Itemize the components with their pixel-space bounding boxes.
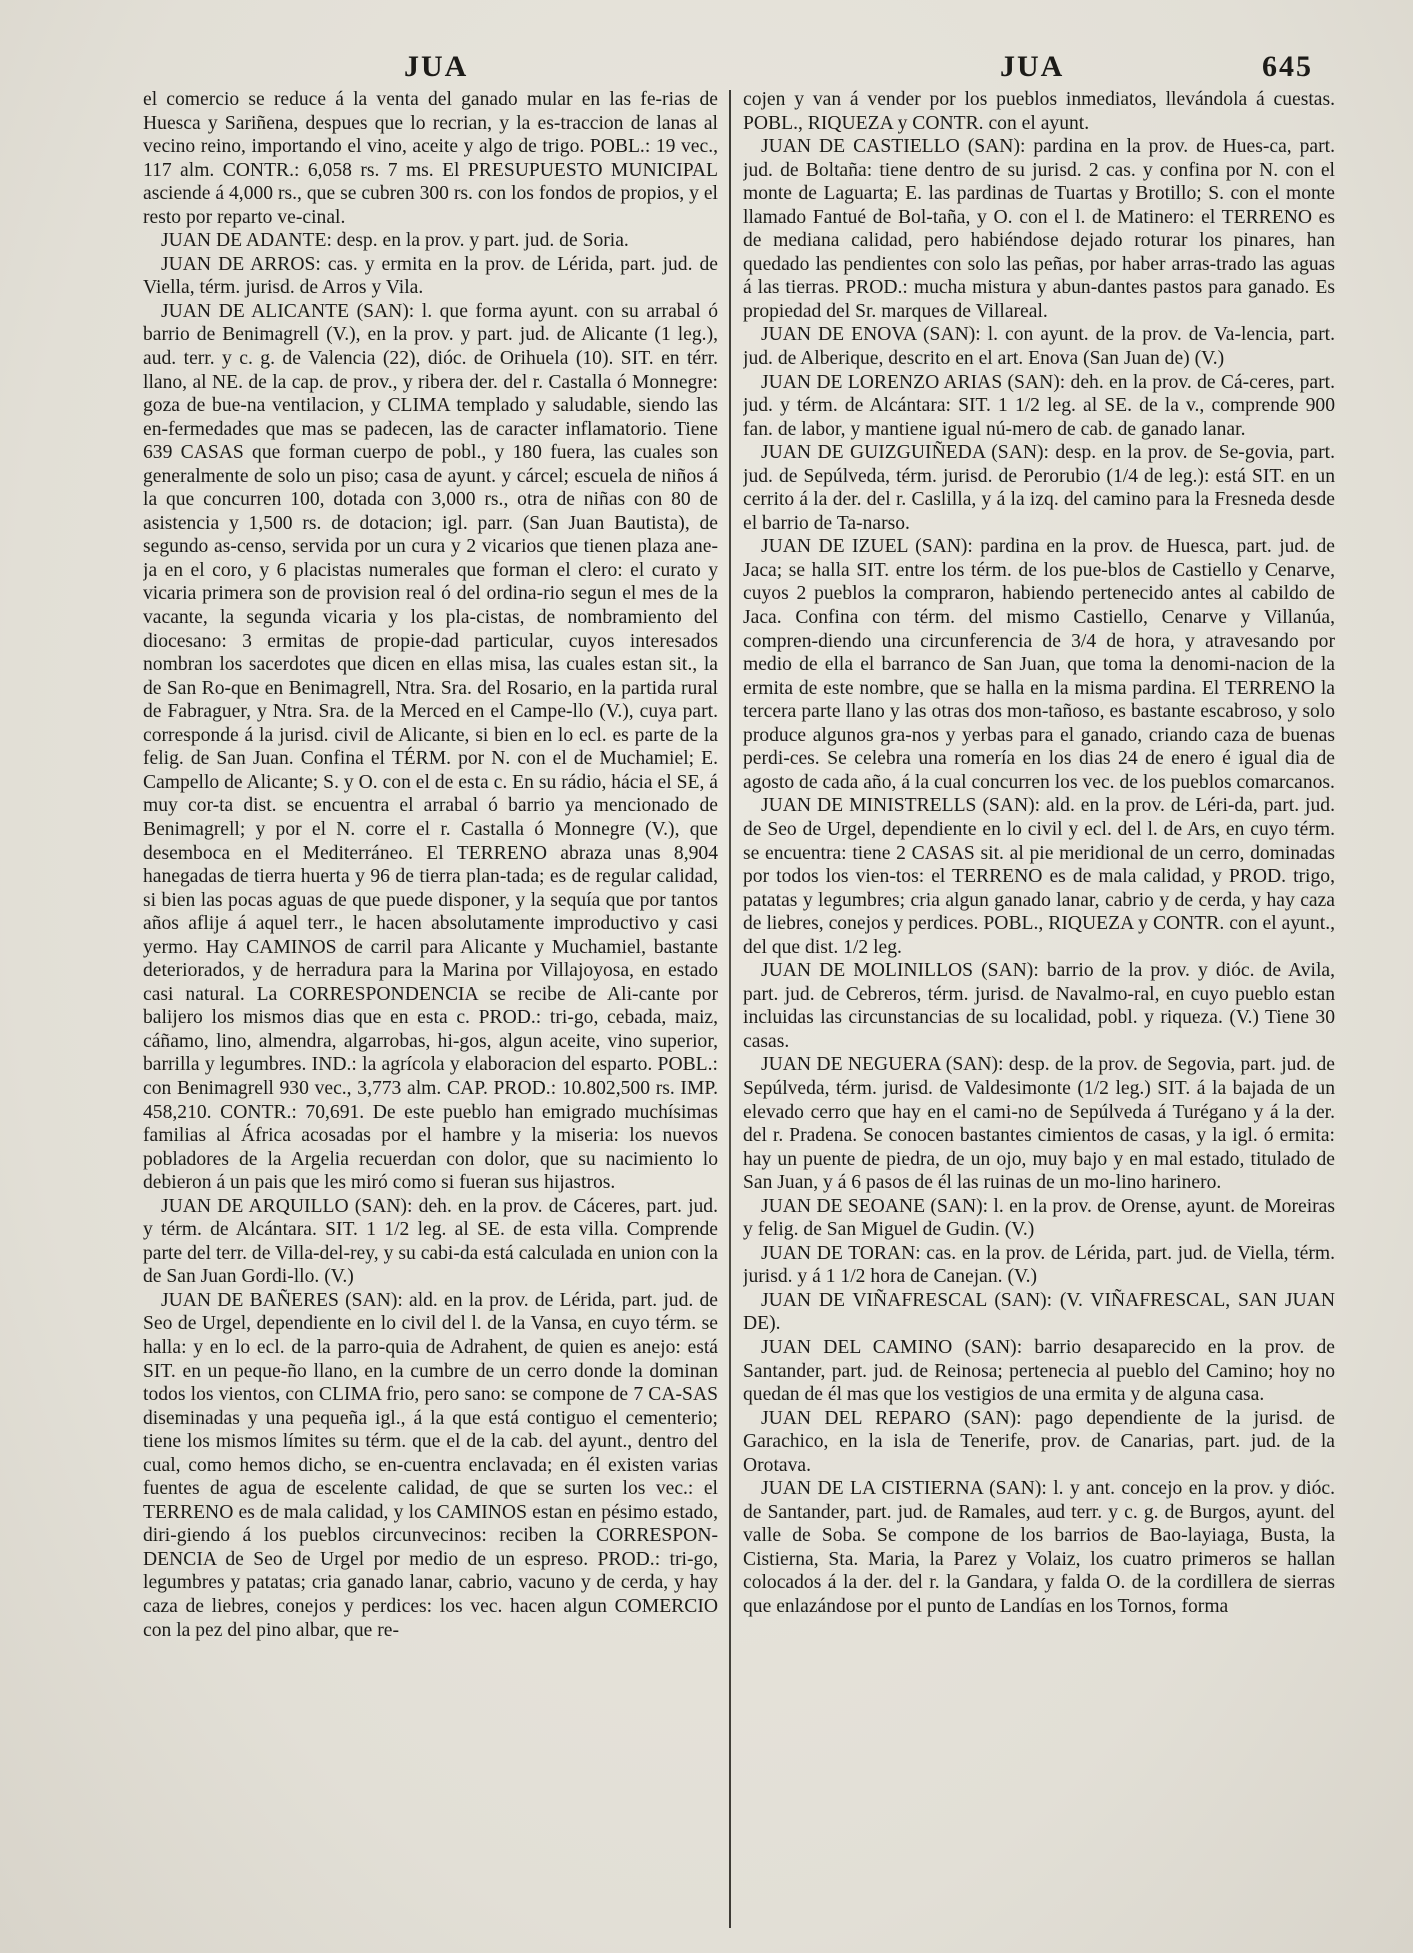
right-text-column bbox=[743, 88, 1335, 1938]
dictionary-entry: JUAN DE TORAN: cas. en la prov. de Lérida, part. jud. de Viella, térm. jurisd. y á 1 1/2 hora de Canejan. (V.) bbox=[743, 1242, 1335, 1288]
column-divider bbox=[729, 90, 731, 1928]
dictionary-entry: JUAN DE MOLINILLOS (SAN): barrio de la prov. y dióc. de Avila, part. jud. de Cebreros, térm. jurisd. de Navalmo-ral, en cuyo pueblo estan incluidas las circunstancias de su localidad, pobl. y riqueza. (V.) Tiene 30 casas. bbox=[743, 960, 1335, 1052]
dictionary-entry: JUAN DE MINISTRELLS (SAN): ald. en la prov. de Léri-da, part. jud. de Seo de Urgel, dependiente en lo civil y ecl. del l. de Ars, en cuyo térm. se encuentra: tiene 2 CASAS sit. al pie meridional de un cerro, dominadas por todos los vien-tos: el TERRENO es de mala calidad, y PROD. trigo, patatas y legumbres; cria algun ganado lanar, cabrio y de cerda, y hay caza de liebres, conejos y perdices. POBL., RIQUEZA y CONTR. con el ayunt., del que dist. 1/2 leg. bbox=[743, 795, 1335, 958]
dictionary-entry: JUAN DE ARQUILLO (SAN): deh. en la prov. de Cáceres, part. jud. y térm. de Alcántara. SIT. 1 1/2 leg. al SE. de esta villa. Comprende parte del terr. de Villa-del-rey, y su cabi-da está calculada en union con la de San Juan Gordi-llo. (V.) bbox=[143, 1195, 718, 1288]
dictionary-entry: JUAN DE GUIZGUIÑEDA (SAN): desp. en la prov. de Se-govia, part. jud. de Sepúlveda, térm. jurisd. de Perorubio (1/4 de leg.): está SIT. en un cerrito á la der. del r. Caslilla, y á la izq. del camino para la Fresneda desde el barrio de Ta-narso. bbox=[743, 442, 1335, 534]
page-number: 645 bbox=[1262, 50, 1313, 83]
left-text-column bbox=[143, 88, 718, 1938]
dictionary-entry: JUAN DE ALICANTE (SAN): l. que forma ayunt. con su arrabal ó barrio de Benimagrell (V.), en la prov. y part. jud. de Alicante (1 leg.), aud. terr. y c. g. de Valencia (22), dióc. de Orihuela (10). SIT. en térr. llano, al NE. de la cap. de prov., y ribera der. del r. Castalla ó Monnegre: goza de bue-na ventilacion, y CLIMA templado y saludable, siendo las en-fermedades que mas se padecen, las de caracter inflamatorio. Tiene 639 CASAS que forman cuerpo de pobl., y 180 fuera, las cuales son generalmente de solo un piso; casa de ayunt. y cárcel; escuela de niños á la que concurren 100, dotada con 3,000 rs., otra de niñas con 80 de asistencia y 1,500 rs. de dotacion; igl. parr. (San Juan Bautista), de segundo as-censo, servida por un cura y 2 vicarios que tienen plaza ane-ja en el coro, y 6 placistas numerales que forman el clero: el curato y vicaria primera son de provision real ó del ordina-rio segun el mes de la vacante, la segunda vicaria y los pla-cistas, de nombramiento del diocesano: 3 ermitas de propie-dad particular, cuyos interesados nombran los sacerdotes que dicen en ellas misa, las cuales estan sit., la de San Ro-que en Benimagrell, Ntra. Sra. del Rosario, en la partida rural de Fabraguer, y Ntra. Sra. de la Merced en el Campe-llo (V.), cuya part. corresponde á la jurisd. civil de Alicante, si bien en lo ecl. es parte de la felig. de San Juan. Confina el TÉRM. por N. con el de Muchamiel; E. Campello de Alicante; S. y O. con el de esta c. En su rádio, hácia el SE, á muy cor-ta dist. se encuentra el arrabal ó barrio ya mencionado de Benimagrell; y por el N. corre el r. Castalla ó Monnegre (V.), que desemboca en el Mediterráneo. El TERRENO abraza unas 8,904 hanegadas de tierra huerta y 96 de tierra plan-tada; es de regular calidad, si bien las pocas aguas de que puede disponer, y la sequía que por tantos años aflije á aquel terr., le hacen absolutamente improductivo y casi yermo. Hay CAMINOS de carril para Alicante y Muchamiel, bastante deteriorados, y de herradura para la Marina por Villajoyosa, en estado casi natural. La CORRESPONDENCIA se recibe de Ali-cante por balijero los mismos dias que en esta c. PROD.: tri-go, cebada, maiz, cáñamo, lino, almendra, algarrobas, hi-gos, algun aceite, vino superior, barrilla y legumbres. IND.: la agrícola y elaboracion del esparto. POBL.: con Benimagrell 930 vec., 3,773 alm. CAP. PROD.: 10.802,500 rs. IMP. 458,210. CONTR.: 70,691. De este pueblo han emigrado muchísimas familias al África acosadas por el hambre y la miseria: los nuevos pobladores de la Argelia recuerdan con dolor, que su nacimiento lo debieron á un pais que les miró como si fueran sus hijastros. bbox=[143, 300, 718, 1194]
dictionary-entry: JUAN DE ARROS: cas. y ermita en la prov. de Lérida, part. jud. de Viella, térm. jurisd. de Arros y Vila. bbox=[143, 253, 718, 299]
dictionary-entry: JUAN DEL REPARO (SAN): pago dependiente de la jurisd. de Garachico, en la isla de Tenerife, prov. de Canarias, part. jud. de la Orotava. bbox=[743, 1407, 1335, 1476]
dictionary-entry: JUAN DE LA CISTIERNA (SAN): l. y ant. concejo en la prov. y dióc. de Santander, part. jud. de Ramales, aud terr. y c. g. de Burgos, ayunt. del valle de Soba. Se compone de los barrios de Bao-layiaga, Busta, la Cistierna, Sta. Maria, la Parez y Volaiz, los cuatro primeros se hallan colocados á la der. del r. la Gandara, y falda O. de la cordillera de sierras que enlazándose por el punto de Landías en los Tornos, forma bbox=[743, 1478, 1335, 1617]
dictionary-entry: JUAN DE CASTIELLO (SAN): pardina en la prov. de Hues-ca, part. jud. de Boltaña: tiene dentro de su jurisd. 2 cas. y confina por N. con el monte de Laguarta; E. las pardinas de Tuartas y Brotillo; S. con el monte llamado Fantué de Bol-taña, y O. con el l. de Matinero: el TERRENO es de mediana calidad, pero habiéndose dejado roturar los pinares, han quedado las pendientes con solo las peñas, por haber arras-trado las aguas á las tierras. PROD.: mucha mistura y abun-dantes pastos para ganado. Es propiedad del Sr. marques de Villareal. bbox=[743, 136, 1335, 322]
continued-paragraph: cojen y van á vender por los pueblos inmediatos, llevándola á cuestas. POBL., RIQUEZA y CONTR. con el ayunt. bbox=[743, 89, 1335, 134]
dictionary-entry: JUAN DE BAÑERES (SAN): ald. en la prov. de Lérida, part. jud. de Seo de Urgel, dependiente en lo civil del l. de la Vansa, en cuyo térm. se halla: y en lo ecl. de la parro-quia de Adrahent, de quien es anejo: está SIT. en un peque-ño llano, en la cumbre de un cerro donde la dominan todos los vientos, con CLIMA frio, pero sano: se compone de 7 CA-SAS diseminadas y una pequeña igl., á la que está contiguo el cementerio; tiene los mismos límites su térm. que el de la cab. del ayunt., dentro del cual, como hemos dicho, se en-cuentra enclavada; en él existen varias fuentes de agua de escelente calidad, de que se surten los vec.: el TERRENO es de mala calidad, y los CAMINOS estan en pésimo estado, diri-giendo á los pueblos circunvecinos: reciben la CORRESPON-DENCIA de Seo de Urgel por medio de un espreso. PROD.: tri-go, legumbres y patatas; cria ganado lanar, cabrio, vacuno y de cerda, y hay caza de liebres, conejos y perdices: los vec. hacen algun COMERCIO con la pez del pino albar, que re- bbox=[143, 1289, 718, 1641]
running-head-left: JUA bbox=[404, 50, 469, 83]
dictionary-entry: JUAN DE VIÑAFRESCAL (SAN): (V. VIÑAFRESCAL, SAN JUAN DE). bbox=[743, 1289, 1335, 1335]
dictionary-entry: JUAN DE ENOVA (SAN): l. con ayunt. de la prov. de Va-lencia, part. jud. de Alberique, descrito en el art. Enova (San Juan de) (V.) bbox=[743, 324, 1335, 370]
dictionary-entry: JUAN DE IZUEL (SAN): pardina en la prov. de Huesca, part. jud. de Jaca; se halla SIT. entre los térm. de los pue-blos de Castiello y Cenarve, cuyos 2 pueblos la compraron, habiendo pertenecido antes al cabildo de Jaca. Confina con térm. del mismo Castiello, Cenarve y Villanúa, compren-diendo una circunferencia de 3/4 de hora, y atravesando por medio de ella el barranco de San Juan, que toma la denomi-nacion de la ermita de este nombre, que se halla en la misma pardina. El TERRENO la tercera parte llano y las otras dos mon-tañoso, es bastante escabroso, y solo produce algunos gra-nos y yerbas para el ganado, criando caza de buenas perdi-ces. Se celebra una romería en los dias 24 de enero é igual dia de agosto de cada año, á la cual concurren los vec. de los pueblos comarcanos. bbox=[743, 536, 1335, 793]
dictionary-entry: JUAN DE SEOANE (SAN): l. en la prov. de Orense, ayunt. de Moreiras y felig. de San Miguel de Gudin. (V.) bbox=[743, 1195, 1335, 1241]
dictionary-entry: JUAN DEL CAMINO (SAN): barrio desaparecido en la prov. de Santander, part. jud. de Reinosa; pertenecia al pueblo del Camino; hoy no quedan de él mas que los vestigios de una ermita y de alguna casa. bbox=[743, 1336, 1335, 1406]
dictionary-entry: JUAN DE ADANTE: desp. en la prov. y part. jud. de Soria. bbox=[161, 230, 629, 252]
dictionary-entry: JUAN DE NEGUERA (SAN): desp. de la prov. de Segovia, part. jud. de Sepúlveda, térm. jurisd. de Valdesimonte (1/2 leg.) SIT. á la bajada de un elevado cerro que hay en el cami-no de Sepúlveda á Turégano y á la der. del r. Pradena. Se conocen bastantes cimientos de casas, y la igl. ó ermita: hay un puente de piedra, de un ojo, muy bajo y en mal estado, titulado de San Juan, y á 6 pasos de él las ruinas de un mo-lino harinero. bbox=[743, 1054, 1335, 1194]
dictionary-entry: JUAN DE LORENZO ARIAS (SAN): deh. en la prov. de Cá-ceres, part. jud. y térm. de Alcántara: SIT. 1 1/2 leg. al SE. de la v., comprende 900 fan. de labor, y mantiene igual nú-mero de cab. de ganado lanar. bbox=[743, 371, 1335, 440]
running-head-right: JUA bbox=[1000, 50, 1065, 83]
continued-paragraph: el comercio se reduce á la venta del ganado mular en las fe-rias de Huesca y Sariñena, despues que lo recrian, y la es-traccion de lanas al vecino reino, importando el vino, aceite y algo de trigo. POBL.: 19 vec., 117 alm. CONTR.: 6,058 rs. 7 ms. El PRESUPUESTO MUNICIPAL asciende á 4,000 rs., que se cubren 300 rs. con los fondos de propios, y el resto por reparto ve-cinal. bbox=[143, 89, 718, 228]
